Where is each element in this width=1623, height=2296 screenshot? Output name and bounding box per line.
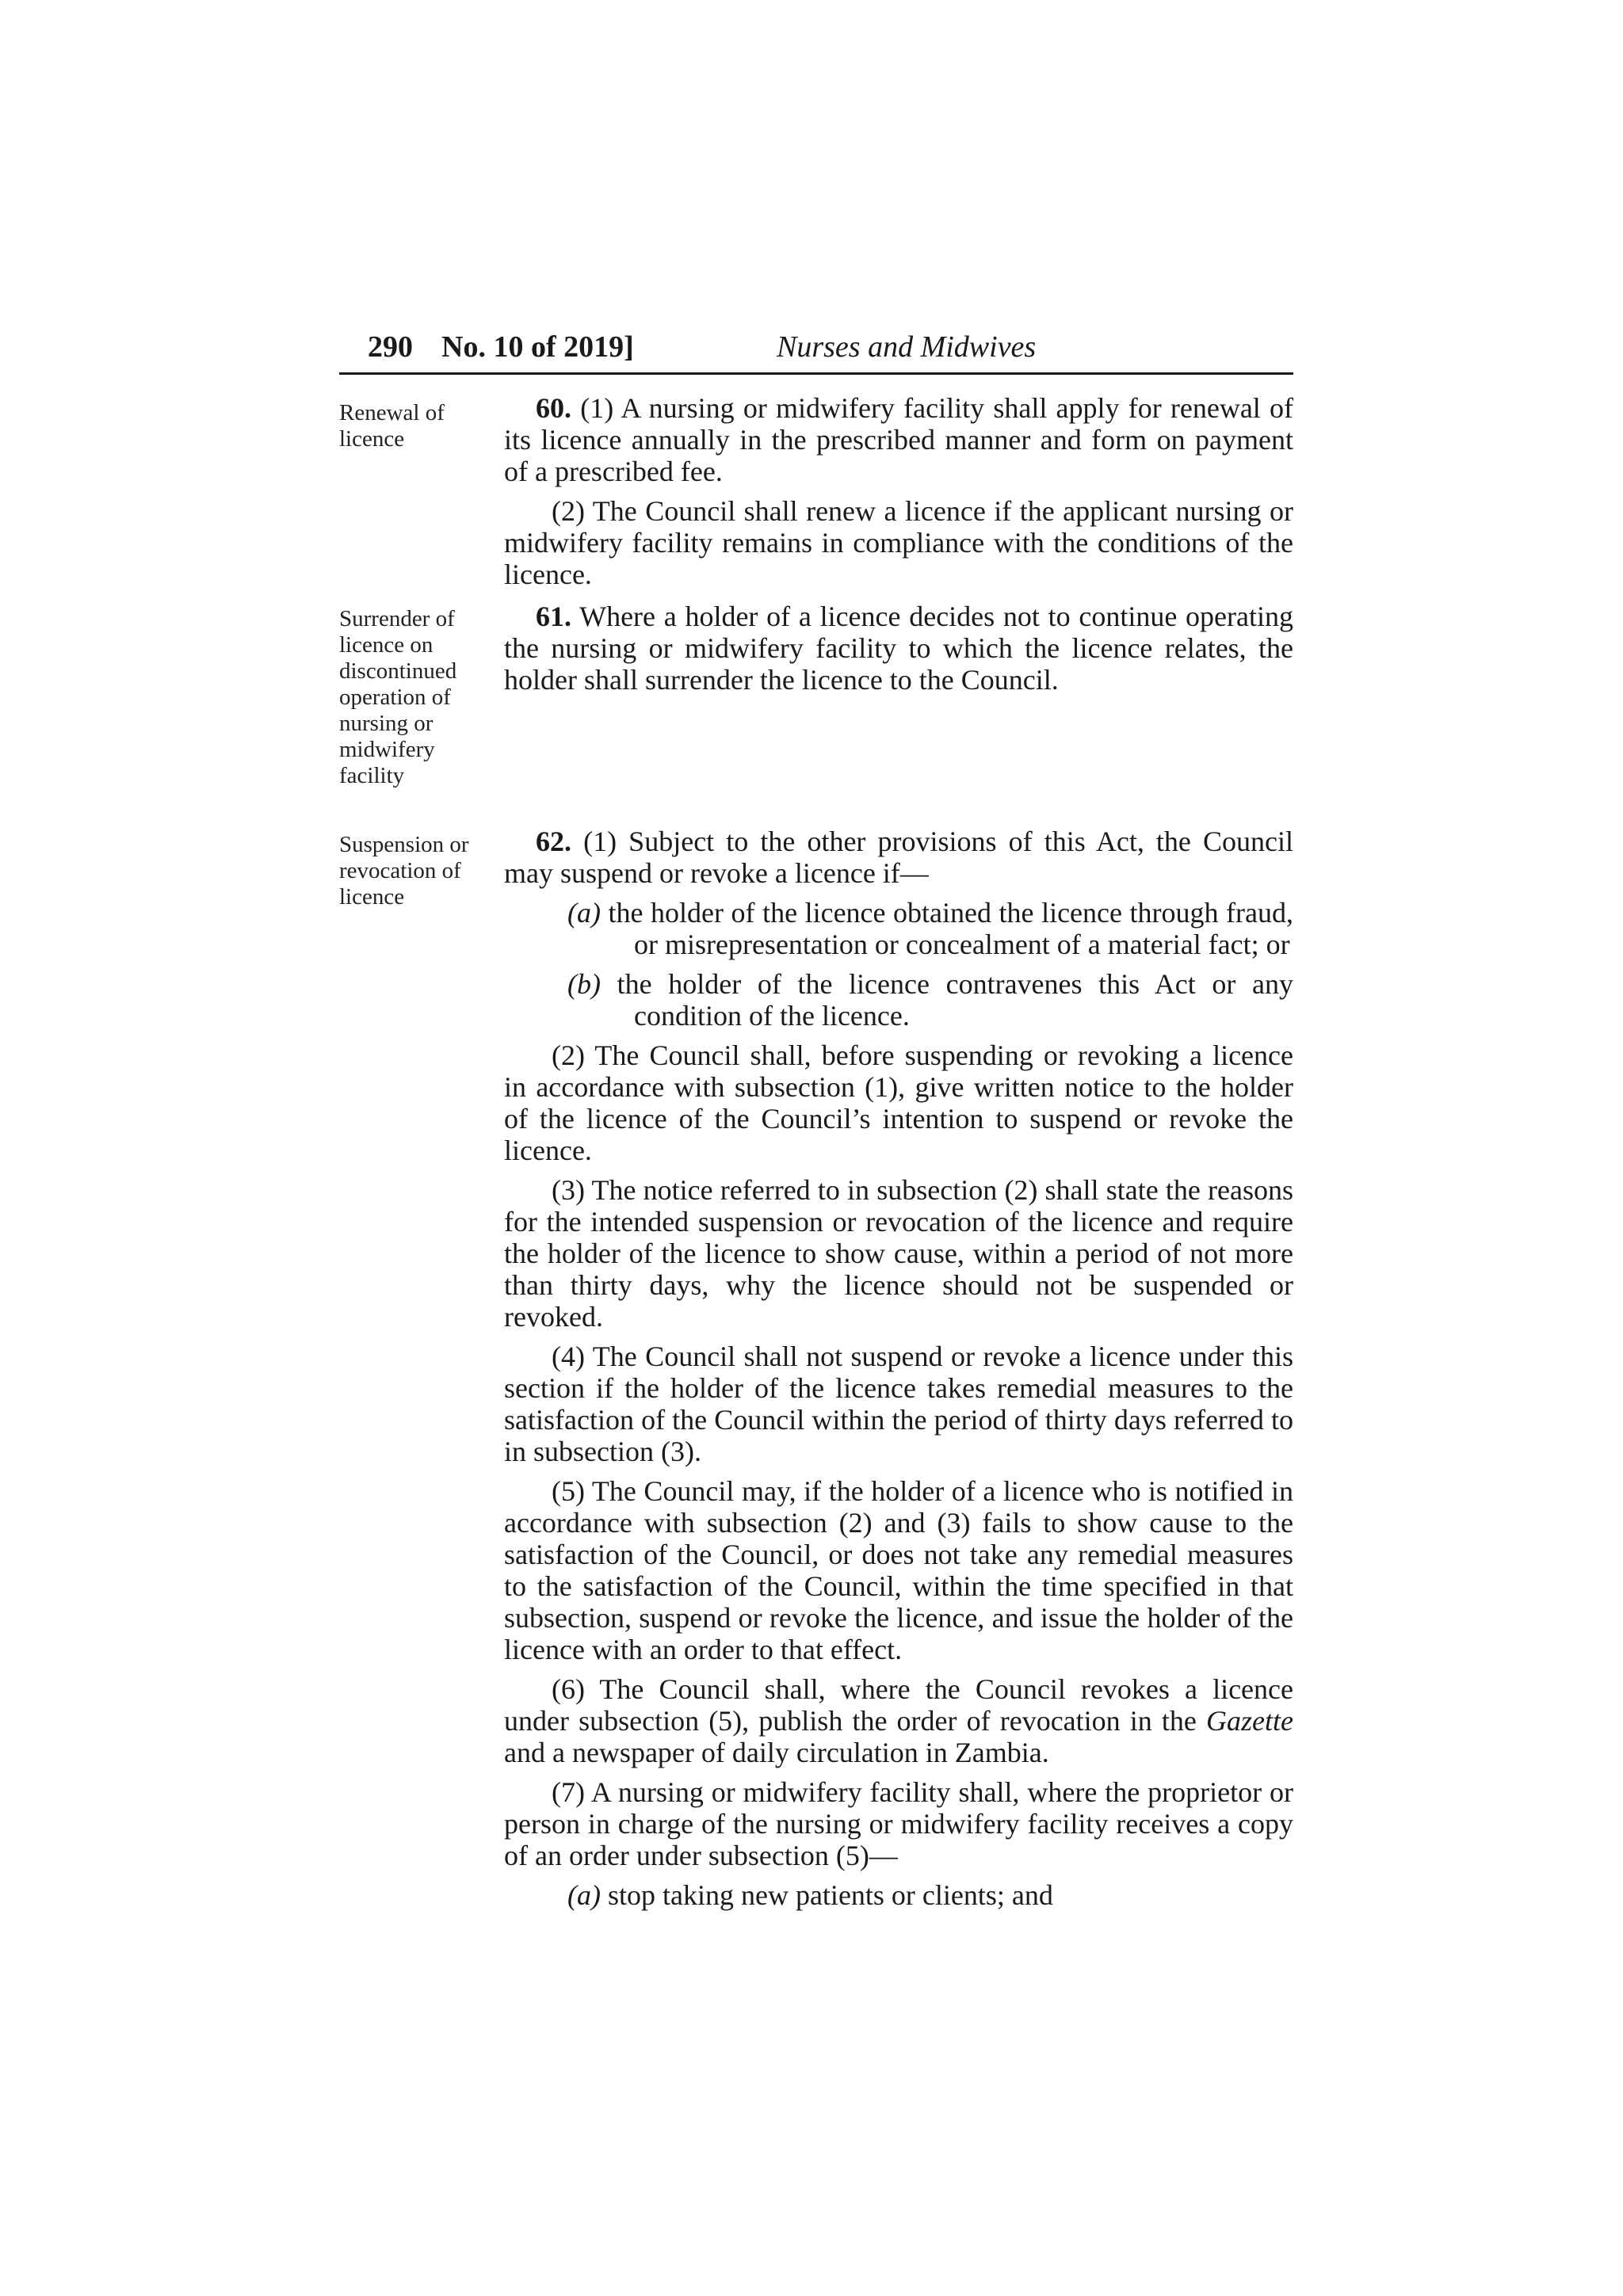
act-reference: No. 10 of 2019] — [441, 330, 634, 364]
section-62-subsection-5: (5) The Council may, if the holder of a licence who is notified in accordance with subsection (2) and (3) fails to show cause to the satisfaction of the Council, or does not take any remedial measures to the satisfaction of the Council, within the time specified in that subsection, suspend or revoke the licence, and issue the holder of the licence with an order to that effect. — [504, 1475, 1293, 1665]
margin-note-suspension: Suspension or revocation of licence — [339, 832, 469, 910]
section-number: 61. — [536, 601, 571, 632]
section-62-subsection-6: (6) The Council shall, where the Council revokes a licence under subsection (5), publish the order of revocation in the Gazette and a newspaper of daily circulation in Zambia. — [504, 1673, 1293, 1768]
section-60-subsection-1: 60. (1) A nursing or midwifery facility shall apply for renewal of its licence annually in the prescribed manner and form on payment of a prescribed fee. — [504, 392, 1293, 487]
section-60 — [504, 392, 1293, 598]
act-title: Nurses and Midwives — [777, 330, 1037, 364]
section-62-paragraph-b: (b) the holder of the licence contravenes this Act or any condition of the licence. — [567, 968, 1294, 1032]
section-61 — [504, 601, 1293, 704]
section-62-subsection-7-paragraph-a: (a) stop taking new patients or clients; and — [567, 1879, 1053, 1911]
section-number: 60. — [536, 392, 571, 424]
section-62 — [504, 826, 1293, 1919]
section-62-paragraph-a: (a) the holder of the licence obtained the licence through fraud, or misrepresentation or concealment of a material fact; or — [567, 897, 1294, 960]
margin-note-surrender: Surrender of licence on discontinued operation of nursing or midwifery facility — [339, 606, 457, 788]
gazette-italic: Gazette — [1206, 1705, 1293, 1737]
section-number: 62. — [536, 826, 571, 857]
margin-note-renewal: Renewal of licence — [339, 400, 445, 452]
section-62-subsection-7: (7) A nursing or midwifery facility shall, where the proprietor or person in charge of the nursing or midwifery facility receives a copy of an order under subsection (5)— — [504, 1776, 1293, 1871]
section-62-subsection-1: 62. (1) Subject to the other provisions of this Act, the Council may suspend or revoke a licence if— — [504, 826, 1294, 889]
section-61-text: 61. Where a holder of a licence decides not to continue operating the nursing or midwifery facility to which the licence relates, the holder shall surrender the licence to the Council. — [504, 601, 1293, 696]
section-60-subsection-2: (2) The Council shall renew a licence if the applicant nursing or midwifery facility remains in compliance with the conditions of the licence. — [504, 495, 1293, 590]
section-62-subsection-2: (2) The Council shall, before suspending or revoking a licence in accordance with subsection (1), give written notice to the holder of the licence of the Council’s intention to suspend or revoke the licence. — [504, 1039, 1293, 1166]
page-number: 290 — [368, 330, 413, 364]
running-header — [339, 326, 1293, 375]
section-62-subsection-4: (4) The Council shall not suspend or revoke a licence under this section if the holder of the licence takes remedial measures to the satisfaction of the Council within the period of thirty days referred to in subsection (3). — [504, 1341, 1293, 1467]
section-62-subsection-3: (3) The notice referred to in subsection (2) shall state the reasons for the intended suspension or revocation of the licence and require the holder of the licence to show cause, within a period of not more than thirty days, why the licence should not be suspended or revoked. — [504, 1174, 1293, 1333]
